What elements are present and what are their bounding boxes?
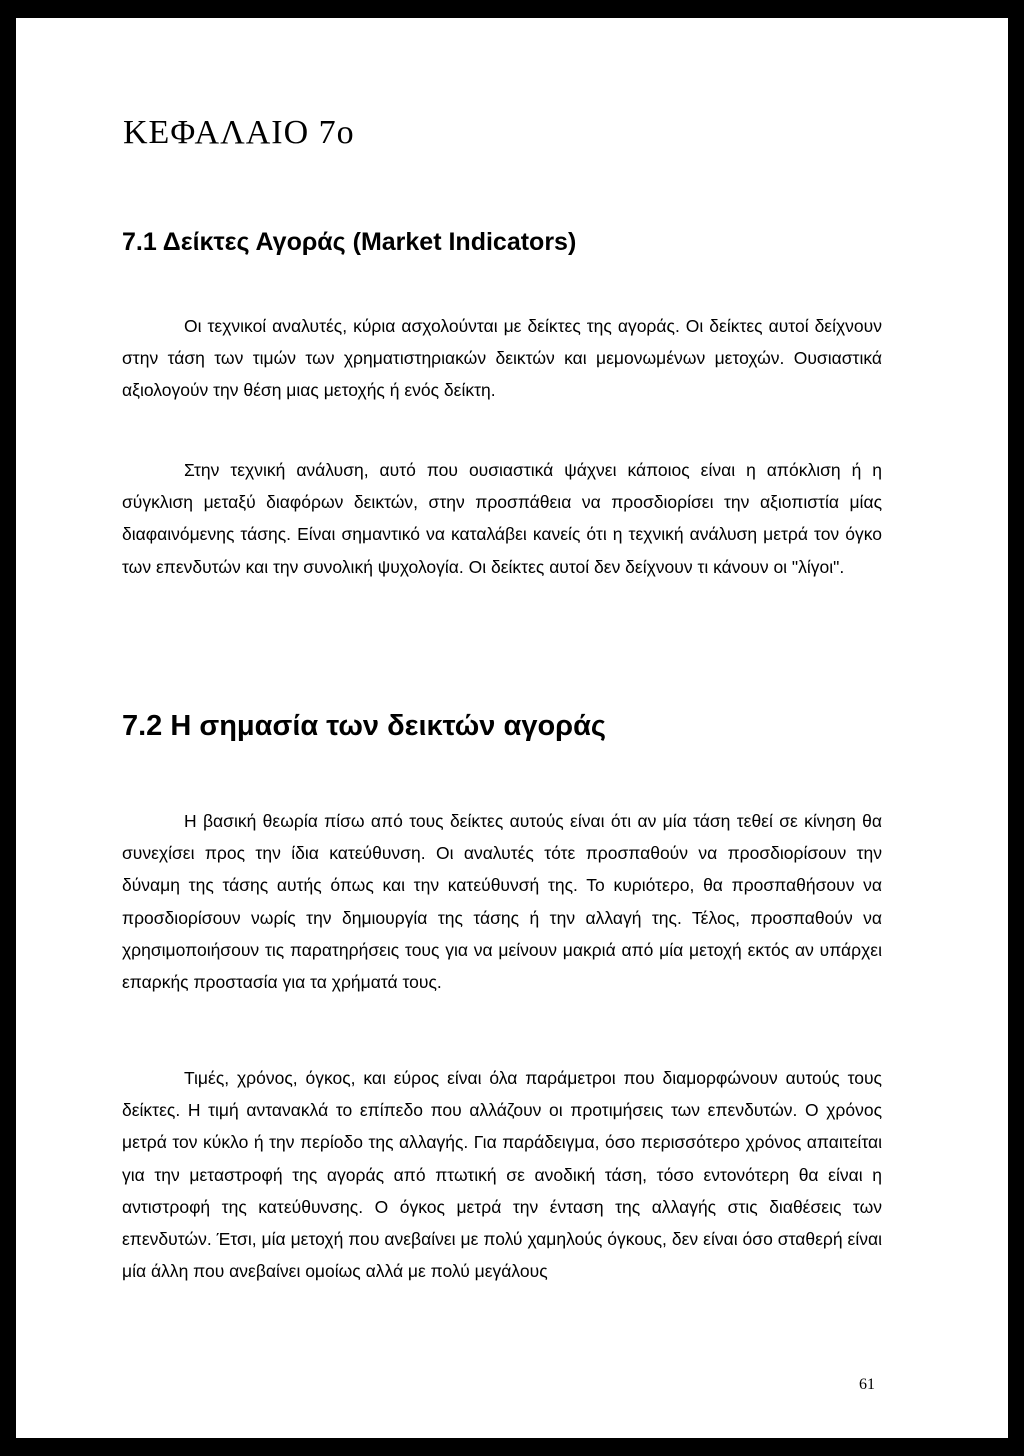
paragraph: Στην τεχνική ανάλυση, αυτό που ουσιαστικά ψάχνει κάποιος είναι η απόκλιση ή η σύγκλιση μεταξύ διαφόρων δεικτών, στην προσπάθεια να προσδιορίσει την αξιοπιστία μίας διαφαινόμενης τάσης. Είναι σημαντικό να καταλάβει κανείς ότι η τεχνική ανάλυση μετρά τον όγκο των επενδυτών και την συνολική ψυχολογία. Οι δείκτες αυτοί δεν δείχνουν τι κάνουν οι "λίγοι". bbox=[122, 460, 882, 577]
paragraph: Οι τεχνικοί αναλυτές, κύρια ασχολούνται με δείκτες της αγοράς. Οι δείκτες αυτοί δείχνουν στην τάση των τιμών των χρηματιστηριακών δεικτών και μεμονωμένων μετοχών. Ουσιαστικά αξιολογούν την θέση μιας μετοχής ή ενός δείκτη. bbox=[122, 316, 882, 401]
page-number: 61 bbox=[859, 1376, 875, 1393]
document-page bbox=[16, 18, 1008, 1438]
section-title-importance-of-indicators: 7.2 Η σημασία των δεικτών αγοράς bbox=[122, 710, 607, 742]
paragraph: Η βασική θεωρία πίσω από τους δείκτες αυτούς είναι ότι αν μία τάση τεθεί σε κίνηση θα συνεχίσει προς την ίδια κατεύθυνση. Οι αναλυτές τότε προσπαθούν να προσδιορίσουν την δύναμη της τάσης αυτής όπως και την κατεύθυνσή της. Το κυριότερο, θα προσπαθήσουν να προσδιορίσουν νωρίς την δημιουργία της τάσης ή την αλλαγή της. Τέλος, προσπαθούν να χρησιμοποιήσουν τις παρατηρήσεις τους για να μείνουν μακριά από μία μετοχή εκτός αν υπάρχει επαρκής προστασία για τα χρήματά τους. bbox=[122, 811, 882, 993]
chapter-heading: ΚΕΦΑΛΑΙΟ 7ο bbox=[123, 114, 355, 151]
section-title-market-indicators: 7.1 Δείκτες Αγοράς (Market Indicators) bbox=[122, 228, 577, 256]
paragraph: Τιμές, χρόνος, όγκος, και εύρος είναι όλα παράμετροι που διαμορφώνουν αυτούς τους δείκτες. Η τιμή αντανακλά το επίπεδο που αλλάζουν οι προτιμήσεις των επενδυτών. Ο χρόνος μετρά τον κύκλο ή την περίοδο της αλλαγής. Για παράδειγμα, όσο περισσότερο χρόνος απαιτείται για την μεταστροφή της αγοράς από πτωτική σε ανοδική τάση, τόσο εντονότερη θα είναι η αντιστροφή της κατεύθυνσης. Ο όγκος μετρά την ένταση της αλλαγής στις διαθέσεις των επενδυτών. Έτσι, μία μετοχή που ανεβαίνει με πολύ χαμηλούς όγκους, δεν είναι όσο σταθερή είναι μία άλλη που ανεβαίνει ομοίως αλλά με πολύ μεγάλους bbox=[122, 1068, 882, 1282]
